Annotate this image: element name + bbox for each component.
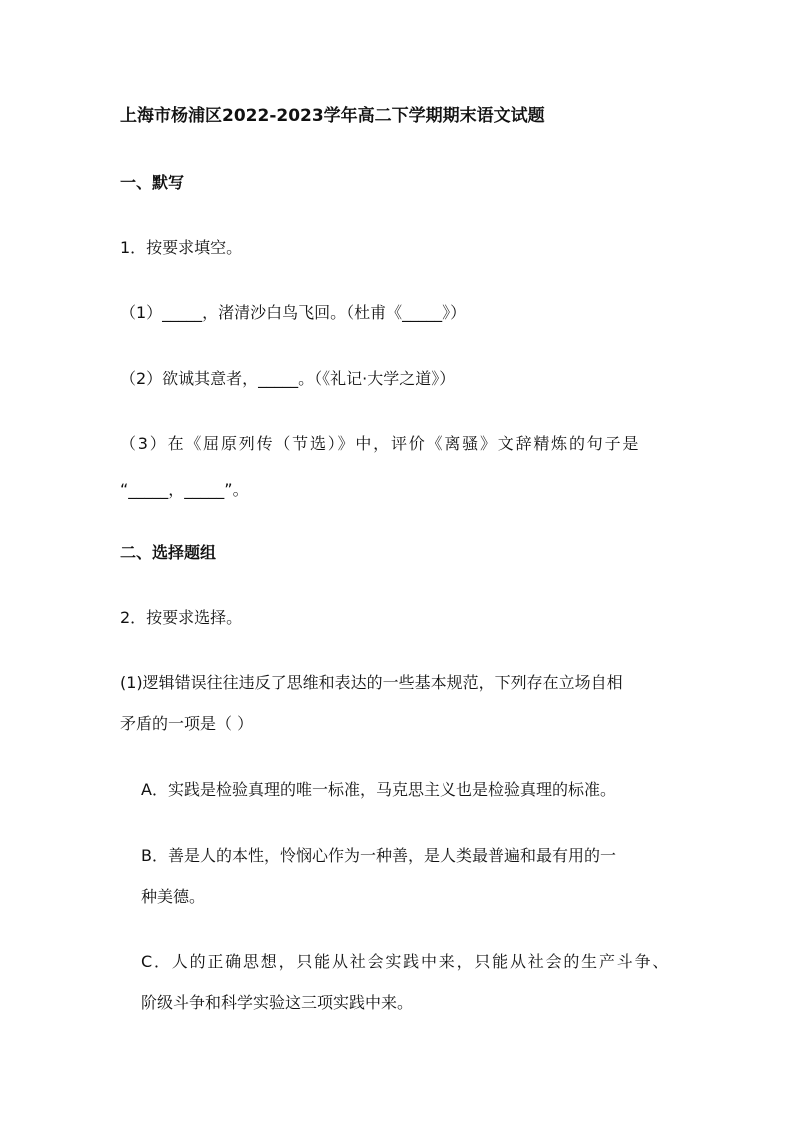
document-title: 上海市杨浦区2022-2023学年高二下学期期末语文试题 (120, 106, 545, 126)
option-b-line-1: B．善是人的本性，怜悯心作为一种善，是人类最普遍和最有用的一 (141, 846, 616, 865)
option-c-line-1: C．人的正确思想，只能从社会实践中来，只能从社会的生产斗争、 (141, 952, 671, 971)
question-1-item-2: （2）欲诚其意者，_____。（《礼记·大学之道》） (120, 369, 456, 388)
option-c-line-2: 阶级斗争和科学实验这三项实践中来。 (141, 993, 414, 1012)
question-1-item-1: （1）_____，渚清沙白鸟飞回。（杜甫《_____》） (120, 303, 467, 322)
question-2-sub-1-line-1: (1)逻辑错误往往违反了思维和表达的一些基本规范，下列存在立场自相 (120, 673, 623, 692)
question-2-stem: 2．按要求选择。 (120, 608, 243, 627)
option-b-line-2: 种美德。 (141, 887, 206, 906)
option-a: A．实践是检验真理的唯一标准，马克思主义也是检验真理的标准。 (141, 780, 616, 799)
question-1-stem: 1．按要求填空。 (120, 238, 243, 257)
section-heading-dictation: 一、默写 (120, 173, 185, 192)
question-2-sub-1-line-2: 矛盾的一项是（ ） (120, 714, 254, 733)
question-1-item-3-line-2: “_____，_____”。 (120, 480, 249, 499)
question-1-item-3-line-1: （3）在《屈原列传（节选）》中，评价《离骚》文辞精炼的句子是 (120, 434, 641, 453)
section-heading-choice: 二、选择题组 (120, 543, 217, 562)
